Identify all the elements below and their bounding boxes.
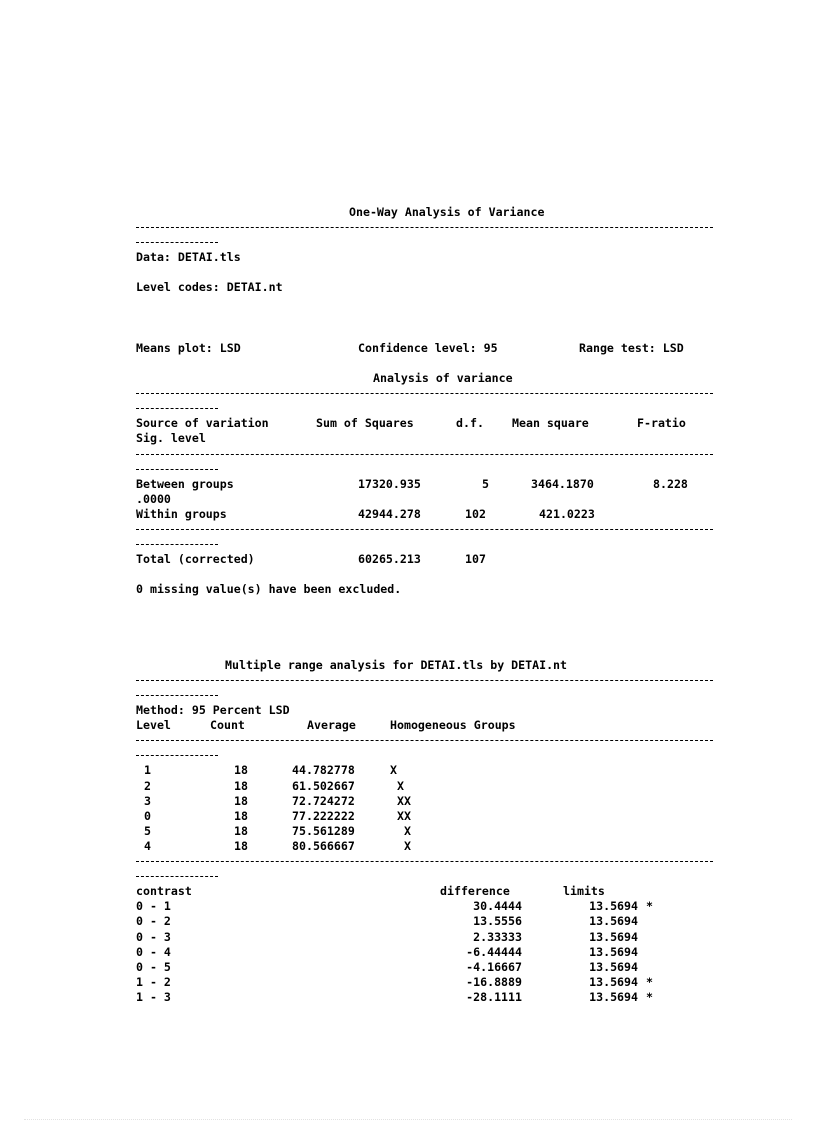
range-test-label: Range test: LSD [579, 340, 684, 355]
anova-title-line [136, 371, 736, 386]
anova-row-between-wrap [136, 492, 736, 507]
contrast-table-body [136, 899, 736, 1005]
table-row [136, 930, 736, 945]
row-groups: XX [390, 808, 411, 823]
significance-marker: * [646, 989, 653, 1004]
row-level: 4 [144, 838, 151, 853]
mra-title: Multiple range analysis for DETAI.tls by DETAI.nt [225, 657, 568, 672]
header-mean-square: Mean square [512, 416, 589, 431]
between-df: 5 [482, 476, 489, 491]
divider [136, 386, 736, 416]
header-source: Source of variation [136, 416, 269, 431]
anova-report-title-line [136, 205, 736, 220]
header-level: Level [136, 718, 171, 733]
total-ss: 60265.213 [358, 552, 421, 567]
contrast-pair: 1 - 2 [136, 974, 171, 989]
total-label: Total (corrected) [136, 552, 255, 567]
contrast-limits: 13.5694 [589, 899, 638, 914]
contrast-limits: 13.5694 [589, 929, 638, 944]
row-count: 18 [234, 778, 248, 793]
contrast-pair: 0 - 4 [136, 944, 171, 959]
report-title: One-Way Analysis of Variance [349, 205, 545, 219]
header-difference: difference [440, 884, 510, 899]
contrast-limits: 13.5694 [589, 974, 638, 989]
anova-header-row [136, 416, 736, 431]
level-codes-label: Level codes: DETAI.nt [136, 280, 283, 295]
anova-title: Analysis of variance [373, 371, 513, 386]
contrast-limits: 13.5694 [589, 914, 638, 929]
contrast-pair: 0 - 3 [136, 929, 171, 944]
row-level: 1 [144, 763, 151, 778]
row-groups: X [390, 763, 397, 778]
contrast-pair: 0 - 2 [136, 914, 171, 929]
header-sig-level: Sig. level [136, 431, 206, 446]
between-ss: 17320.935 [358, 476, 421, 491]
mra-method: Method: 95 Percent LSD [136, 703, 290, 718]
means-plot-label: Means plot: LSD [136, 340, 241, 355]
divider [136, 673, 736, 703]
between-sig: .0000 [136, 491, 171, 506]
header-df: d.f. [456, 416, 484, 431]
row-count: 18 [234, 808, 248, 823]
header-count: Count [210, 718, 245, 733]
within-label: Within groups [136, 506, 227, 521]
divider [136, 522, 736, 552]
contrast-limits: 13.5694 [589, 989, 638, 1004]
row-average: 77.222222 [292, 808, 355, 823]
row-average: 75.561289 [292, 823, 355, 838]
table-row [136, 945, 736, 960]
row-average: 80.566667 [292, 838, 355, 853]
divider [136, 220, 736, 250]
page-bottom-border [24, 1119, 792, 1120]
header-sum-of-squares: Sum of Squares [316, 416, 414, 431]
table-row [136, 824, 736, 839]
within-ms: 421.0223 [539, 506, 595, 521]
table-row [136, 779, 736, 794]
anova-row-within [136, 507, 736, 522]
level-codes-line [136, 280, 736, 295]
divider [136, 447, 736, 477]
row-groups: X [390, 838, 411, 853]
header-average: Average [307, 718, 356, 733]
data-file-label: Data: DETAI.tls [136, 250, 241, 265]
table-row [136, 899, 736, 914]
contrast-pair: 0 - 1 [136, 899, 171, 914]
contrast-difference: -4.16667 [466, 959, 522, 974]
contrast-difference: -28.1111 [466, 989, 522, 1004]
mra-title-line [136, 658, 736, 673]
row-count: 18 [234, 823, 248, 838]
row-count: 18 [234, 793, 248, 808]
statistics-output-page [136, 205, 736, 1005]
contrast-header-row [136, 884, 736, 899]
row-groups: X [390, 778, 404, 793]
within-ss: 42944.278 [358, 506, 421, 521]
contrast-difference: 2.33333 [473, 929, 522, 944]
table-row [136, 975, 736, 990]
row-average: 72.724272 [292, 793, 355, 808]
settings-line [136, 341, 736, 356]
contrast-difference: 30.4444 [473, 899, 522, 914]
confidence-level-label: Confidence level: 95 [358, 340, 498, 355]
contrast-pair: 0 - 5 [136, 959, 171, 974]
data-line [136, 250, 736, 265]
contrast-limits: 13.5694 [589, 944, 638, 959]
mra-header-row [136, 718, 736, 733]
divider [136, 854, 736, 884]
contrast-limits: 13.5694 [589, 959, 638, 974]
table-row [136, 763, 736, 778]
contrast-difference: -6.44444 [466, 944, 522, 959]
table-row [136, 839, 736, 854]
between-ms: 3464.1870 [531, 476, 594, 491]
contrast-difference: 13.5556 [473, 914, 522, 929]
table-row [136, 809, 736, 824]
divider [136, 733, 736, 763]
mra-method-line [136, 703, 736, 718]
between-f: 8.228 [653, 476, 688, 491]
missing-values-note: 0 missing value(s) have been excluded. [136, 582, 402, 597]
row-count: 18 [234, 763, 248, 778]
significance-marker: * [646, 974, 653, 989]
header-homogeneous-groups: Homogeneous Groups [390, 718, 516, 733]
missing-note-line [136, 582, 736, 597]
between-label: Between groups [136, 476, 234, 491]
table-row [136, 990, 736, 1005]
row-count: 18 [234, 838, 248, 853]
anova-header-row-wrap [136, 431, 736, 446]
mra-table-body [136, 763, 736, 854]
contrast-pair: 1 - 3 [136, 989, 171, 1004]
header-f-ratio: F-ratio [637, 416, 686, 431]
row-level: 0 [144, 808, 151, 823]
within-df: 102 [465, 506, 486, 521]
header-contrast: contrast [136, 884, 192, 899]
significance-marker: * [646, 899, 653, 914]
anova-row-between [136, 477, 736, 492]
row-level: 2 [144, 778, 151, 793]
row-average: 44.782778 [292, 763, 355, 778]
total-df: 107 [465, 552, 486, 567]
row-groups: XX [390, 793, 411, 808]
table-row [136, 960, 736, 975]
anova-row-total [136, 552, 736, 567]
row-groups: X [390, 823, 411, 838]
contrast-difference: -16.8889 [466, 974, 522, 989]
table-row [136, 794, 736, 809]
table-row [136, 914, 736, 929]
row-level: 5 [144, 823, 151, 838]
row-average: 61.502667 [292, 778, 355, 793]
row-level: 3 [144, 793, 151, 808]
header-limits: limits [563, 884, 605, 899]
